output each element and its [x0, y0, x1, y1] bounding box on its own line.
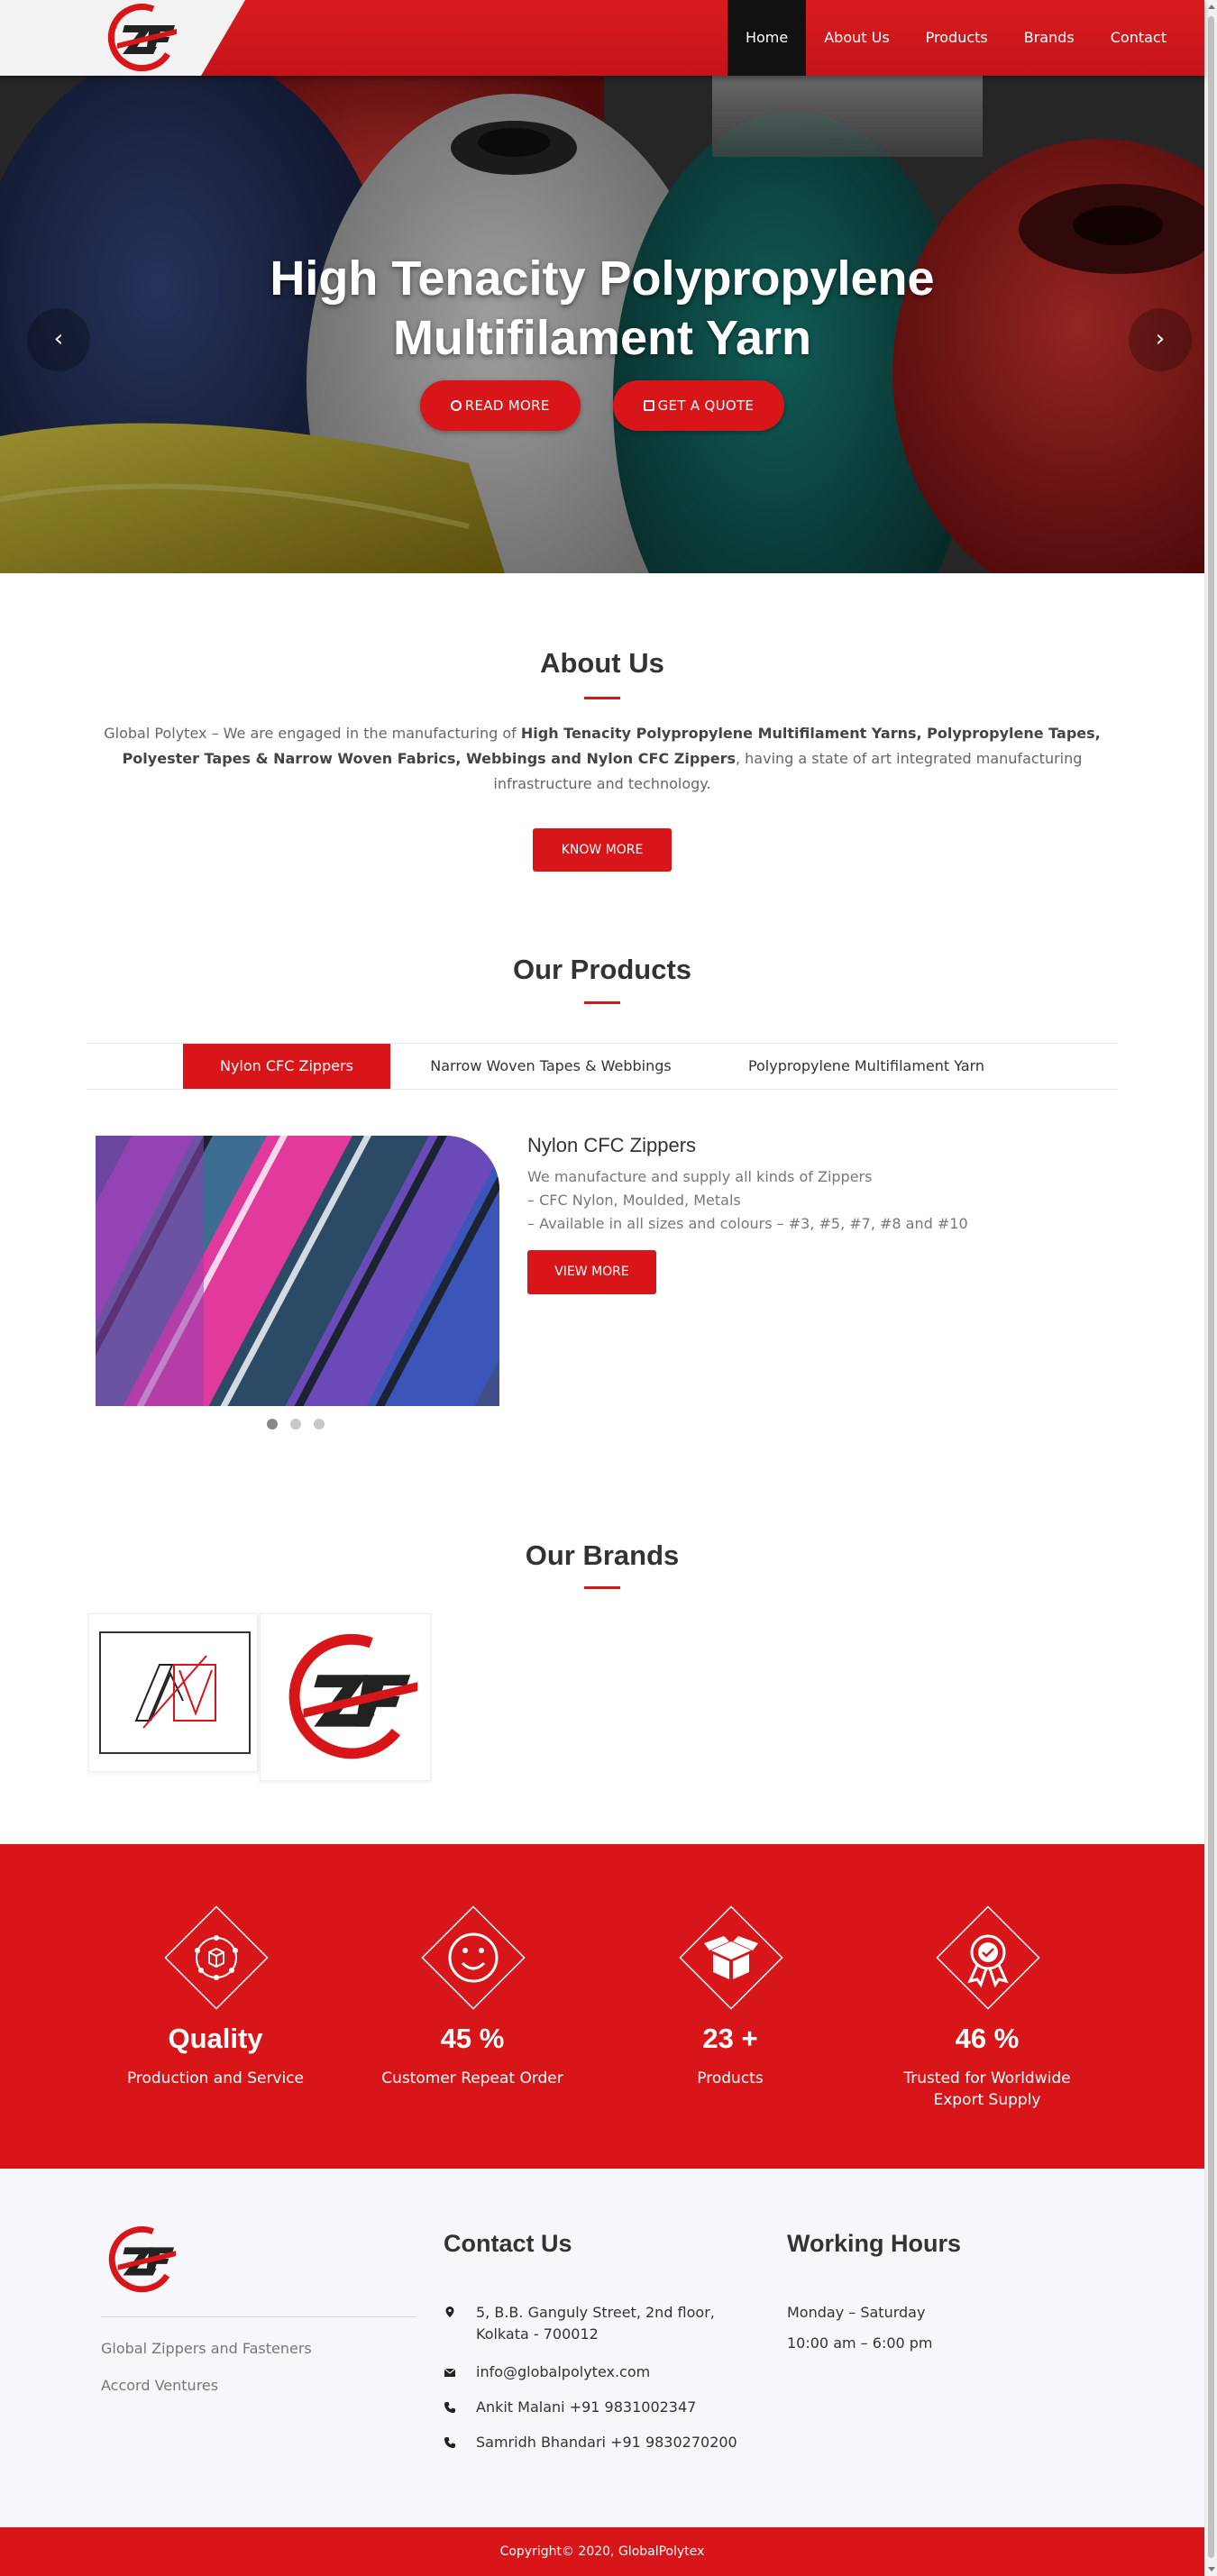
slider-dot-3[interactable] [314, 1419, 325, 1430]
page-scrollbar[interactable] [1204, 0, 1217, 2576]
stat-label: Products [697, 2069, 764, 2087]
product-desc-line: We manufacture and supply all kinds of Zippers [527, 1168, 873, 1185]
stat-label: Customer Repeat Order [381, 2069, 563, 2087]
about-title: About Us [540, 647, 664, 679]
contact-title: Contact Us [444, 2230, 572, 2257]
stat-value: 45 % [440, 2023, 505, 2054]
footer-divider [101, 2316, 416, 2317]
tab-polypropylene-yarn[interactable]: Polypropylene Multifilament Yarn [747, 1057, 985, 1074]
working-hours-title: Working Hours [787, 2230, 962, 2257]
know-more-button[interactable]: KNOW MORE [533, 828, 672, 872]
phone-icon [444, 2401, 456, 2414]
about-text [97, 721, 1107, 797]
about-text-bold: High Tenacity Polypropylene Multifilament Yarns, Polypropylene Tapes, Polyester Tapes & Narrow Woven Fabrics, Webbings and Nylon CFC Zippers [122, 725, 1101, 767]
tab-nylon-cfc-zippers[interactable]: Nylon CFC Zippers [183, 1044, 390, 1089]
get-quote-label: GET A QUOTE [657, 397, 755, 414]
contact-email[interactable]: info@globalpolytex.com [476, 2363, 651, 2380]
copyright-bar: Copyright© 2020, GlobalPolytex [0, 2527, 1204, 2576]
get-quote-button[interactable] [613, 380, 785, 431]
smiley-icon [416, 1900, 531, 2015]
view-more-button[interactable]: VIEW MORE [527, 1250, 656, 1294]
site-footer [0, 2169, 1204, 2527]
scroll-up-icon[interactable] [1208, 5, 1215, 9]
slider-prev-button[interactable]: ‹ [27, 308, 90, 371]
product-desc-line: – CFC Nylon, Moulded, Metals [527, 1192, 741, 1209]
nav-contact[interactable]: Contact [1110, 29, 1167, 46]
arrow-circle-icon [451, 400, 462, 411]
scroll-down-icon[interactable] [1208, 2567, 1215, 2571]
contact-address [476, 2302, 715, 2345]
main-nav [727, 0, 1185, 76]
nav-products[interactable]: Products [925, 29, 988, 46]
zf-logo-icon[interactable] [97, 2224, 184, 2295]
open-box-icon [673, 1900, 789, 2015]
scrollbar-thumb[interactable] [1208, 16, 1214, 2558]
product-slider-dots [267, 1419, 325, 1430]
brand-card-accord[interactable] [88, 1613, 258, 1772]
brand-card-zf[interactable] [260, 1613, 431, 1781]
zippers-product-image [96, 1136, 499, 1406]
phone-square-icon [644, 400, 654, 411]
contact-phone-2[interactable]: Samridh Bhandari +91 9830270200 [476, 2434, 737, 2451]
brands-title: Our Brands [525, 1539, 680, 1571]
working-days: Monday – Saturday [787, 2304, 926, 2321]
stat-value: 23 + [702, 2023, 758, 2054]
about-title-underline [584, 697, 620, 699]
stat-value: 46 % [955, 2023, 1020, 2054]
nav-about-us[interactable]: About Us [824, 29, 890, 46]
product-desc-line: – Available in all sizes and colours – #3, #5, #7, #8 and #10 [527, 1215, 968, 1232]
read-more-label: READ MORE [464, 397, 550, 414]
map-marker-icon [444, 2306, 456, 2318]
zf-logo-icon [261, 1614, 432, 1782]
hero-title-line2: Multifilament Yarn [392, 311, 812, 365]
contact-phone-1[interactable]: Ankit Malani +91 9831002347 [476, 2398, 697, 2416]
hero-slider [0, 76, 1204, 573]
accord-ventures-logo [89, 1614, 259, 1773]
address-line1: 5, B.B. Ganguly Street, 2nd floor, [476, 2304, 715, 2321]
about-text-outro: , having a state of art integrated manufacturing infrastructure and technology. [493, 750, 1083, 792]
hero-title [0, 249, 1204, 368]
envelope-icon [444, 2366, 456, 2379]
footer-link-accord-ventures[interactable]: Accord Ventures [101, 2377, 219, 2394]
cube-network-icon [159, 1900, 274, 2015]
slider-dot-1[interactable] [267, 1419, 278, 1430]
phone-icon [444, 2436, 456, 2449]
brands-title-underline [584, 1586, 620, 1589]
hero-buttons [0, 380, 1204, 431]
stat-label: Trusted for Worldwide Export Supply [903, 2069, 1071, 2109]
slider-dot-2[interactable] [290, 1419, 301, 1430]
product-item-description [527, 1165, 968, 1236]
award-badge-icon [930, 1900, 1046, 2015]
hero-title-line1: High Tenacity Polypropylene [270, 251, 935, 306]
footer-link-global-zippers[interactable]: Global Zippers and Fasteners [101, 2340, 312, 2357]
stats-band [0, 1844, 1204, 2169]
products-title: Our Products [512, 954, 692, 985]
product-item-title: Nylon CFC Zippers [527, 1134, 697, 1156]
nav-home[interactable]: Home [727, 0, 806, 76]
products-title-underline [584, 1001, 620, 1004]
address-line2: Kolkata - 700012 [476, 2325, 599, 2343]
site-header [0, 0, 1204, 76]
zf-logo-icon[interactable] [97, 2, 184, 74]
about-text-intro: Global Polytex – We are engaged in the manufacturing of [104, 725, 521, 742]
tab-narrow-woven-tapes[interactable]: Narrow Woven Tapes & Webbings [430, 1057, 672, 1074]
slider-next-button[interactable]: › [1129, 308, 1192, 371]
product-tabs [87, 1043, 1118, 1090]
working-time: 10:00 am – 6:00 pm [787, 2334, 933, 2352]
nav-brands[interactable]: Brands [1023, 29, 1075, 46]
stat-value: Quality [168, 2023, 263, 2054]
read-more-button[interactable] [420, 380, 581, 431]
stat-label: Production and Service [126, 2069, 305, 2087]
